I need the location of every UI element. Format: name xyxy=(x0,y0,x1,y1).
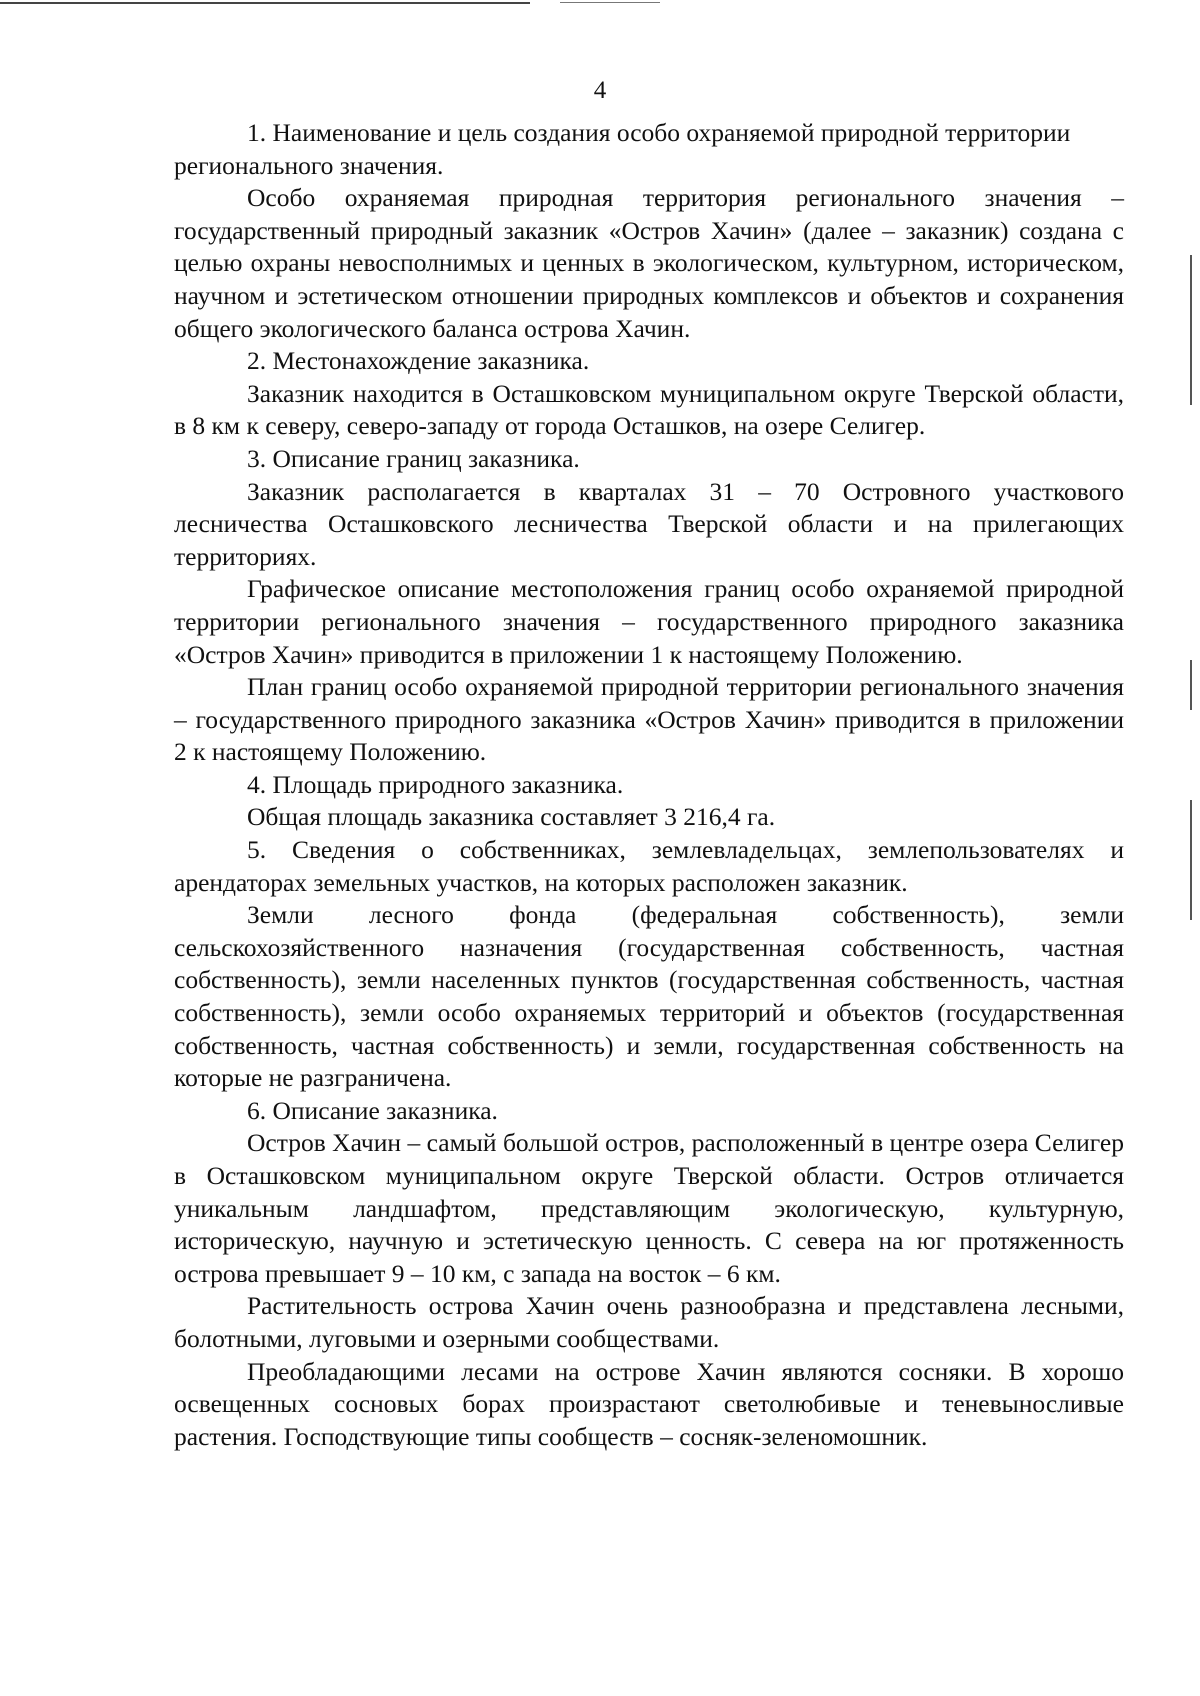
paragraph: Заказник находится в Осташковском муниципальном округе Тверской области, в 8 км к северу, северо-западу от города Осташков, на озере Селигер. xyxy=(174,378,1124,441)
section-heading-5: 5. Сведения о собственниках, землевладельцах, землепользователях и арендаторах земельных участков, на которых расположен заказник. xyxy=(174,835,1124,897)
paragraph: Остров Хачин – самый большой остров, расположенный в центре озера Селигер в Осташковском муниципальном округе Тверской области. Остров отличается уникальным ландшафтом, представляющим экологическую, культурную, историческую, научную и эстетическую ценность. С севера на юг протяженность острова превышает 9 – 10 км, с запада на восток – 6 км. xyxy=(174,1128,1124,1288)
section-heading-3: 3. Описание границ заказника. xyxy=(247,443,580,473)
paragraph: План границ особо охраняемой природной территории регионального значения – государственного природного заказника «Остров Хачин» приводится в приложении 2 к настоящему Положению. xyxy=(174,672,1124,767)
paragraph: Заказник располагается в кварталах 31 – 70 Островного участкового лесничества Осташковского лесничества Тверской области и на прилегающих территориях. xyxy=(174,476,1124,571)
section-heading-2: 2. Местонахождение заказника. xyxy=(247,346,590,376)
paragraph: Преобладающими лесами на острове Хачин являются сосняки. В хорошо освещенных сосновых борах произрастают светолюбивые и теневыносливые растения. Господствующие типы сообществ – сосняк-зеленомошник. xyxy=(174,1356,1124,1451)
scan-artifact-line xyxy=(560,2,660,3)
scan-artifact-line xyxy=(0,2,530,4)
page-number: 4 xyxy=(593,77,607,104)
scan-edge-mark xyxy=(1190,255,1192,405)
section-heading-6: 6. Описание заказника. xyxy=(247,1095,498,1125)
paragraph: Земли лесного фонда (федеральная собственность), земли сельскохозяйственного назначения (государственная собственность, частная собственность), земли населенных пунктов (государственная собственность, частная собственность), земли особо охраняемых территорий и объектов (государственная собственность, частная собственность) и земли, государственная собственность на которые не разграничена. xyxy=(174,900,1124,1093)
paragraph: Особо охраняемая природная территория регионального значения – государственный природный заказник «Остров Хачин» (далее – заказник) создана с целью охраны невосполнимых и ценных в экологическом, культурном, историческом, научном и эстетическом отношении природных комплексов и объектов и сохранения общего экологического баланса острова Хачин. xyxy=(174,183,1124,343)
paragraph: Растительность острова Хачин очень разнообразна и представлена лесными, болотными, луговыми и озерными сообществами. xyxy=(174,1291,1124,1353)
paragraph: Общая площадь заказника составляет 3 216,4 га. xyxy=(247,802,776,832)
scan-edge-mark xyxy=(1190,800,1192,920)
section-heading-1: 1. Наименование и цель создания особо охраняемой природной территории регионального значения. xyxy=(174,118,1071,180)
paragraph: Графическое описание местоположения границ особо охраняемой природной территории регионального значения – государственного природного заказника «Остров Хачин» приводится в приложении 1 к настоящему Положению. xyxy=(174,574,1124,669)
document-body xyxy=(174,117,1124,1453)
scan-edge-mark xyxy=(1190,660,1192,710)
section-heading-4: 4. Площадь природного заказника. xyxy=(247,769,624,799)
